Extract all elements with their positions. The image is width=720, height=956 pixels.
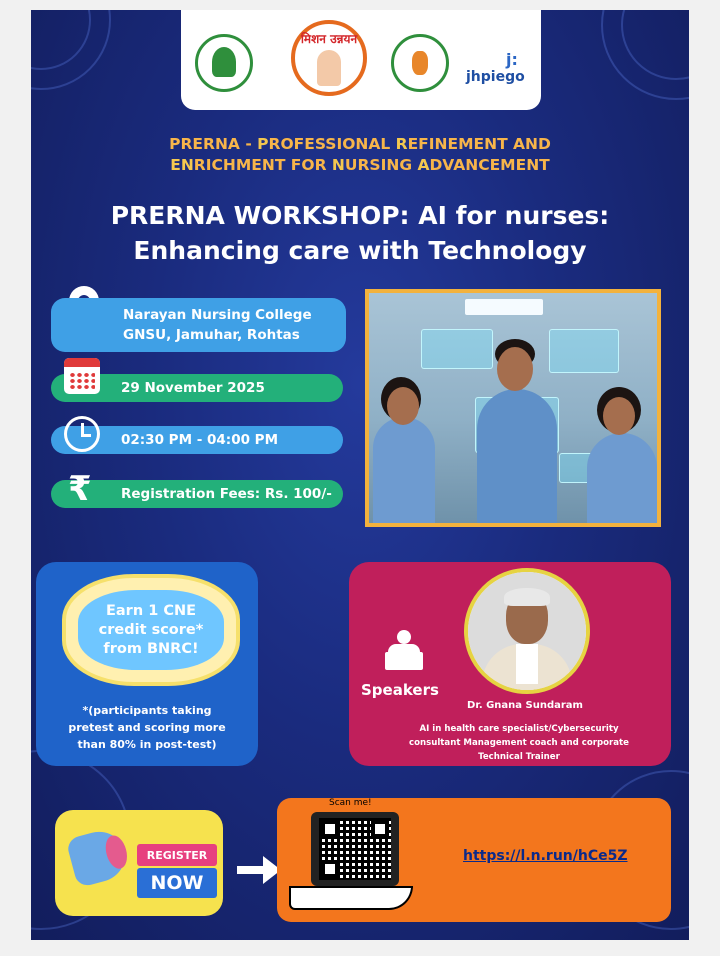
venue-pill: [51, 298, 346, 352]
jhpiego-logo: [466, 50, 536, 85]
workshop-title: [31, 198, 689, 268]
nursing-council-logo: [195, 34, 253, 92]
clock-icon: [64, 416, 100, 452]
hand-icon: [289, 886, 413, 910]
nurse-right-face: [603, 397, 635, 435]
cne-note: *(participants taking pretest and scoring more than 80% in post-test): [68, 704, 226, 751]
scan-me-label: Scan me!: [329, 798, 372, 808]
speaker-name: Dr. Gnana Sundaram: [467, 700, 583, 711]
hologram-screen: [421, 329, 493, 369]
nurse-left: [373, 417, 435, 527]
time-text: 02:30 PM - 04:00 PM: [121, 432, 279, 448]
registration-link[interactable]: https://l.n.run/hCe5Z: [463, 848, 628, 864]
ceiling-light: [465, 299, 543, 315]
mission-unnayan-text: मिशन उन्नयन: [300, 32, 358, 46]
nursing-college-logo: [391, 34, 449, 92]
program-line-1: PRERNA - PROFESSIONAL REFINEMENT AND: [169, 135, 551, 153]
qr-registration-box: [277, 798, 671, 922]
program-name: [31, 134, 689, 176]
nurses-technology-photo: [365, 289, 661, 527]
qr-finder: [371, 820, 389, 838]
hologram-screen: [549, 329, 619, 373]
venue-line-2: GNSU, Jamuhar, Rohtas: [123, 327, 300, 343]
speaker-card: [349, 562, 671, 766]
register-now-badge[interactable]: [55, 810, 223, 916]
title-line-2: Enhancing care with Technology: [133, 236, 587, 265]
jhpiego-mark: j:: [506, 50, 518, 69]
poster: [31, 10, 689, 940]
fees-text: Registration Fees: Rs. 100/-: [121, 486, 332, 502]
speaker-podium-icon: [385, 630, 423, 670]
nurse-center: [477, 389, 557, 527]
title-line-1: PRERNA WORKSHOP: AI for nurses:: [110, 201, 610, 230]
now-text: NOW: [137, 868, 217, 898]
fees-pill: [51, 480, 343, 508]
mission-unnayan-logo: [291, 20, 367, 96]
logo-bar: [181, 10, 541, 110]
date-text: 29 November 2025: [121, 380, 265, 396]
cne-credit-card: [36, 562, 258, 766]
qr-finder: [321, 820, 339, 838]
calendar-icon: [64, 358, 100, 394]
speaker-portrait: [464, 568, 590, 694]
speaker-description: AI in health care specialist/Cybersecurity consultant Management coach and corporate Technical Trainer: [409, 724, 629, 762]
register-text: REGISTER: [137, 844, 217, 866]
qr-finder: [321, 860, 339, 878]
speakers-label: Speakers: [361, 681, 439, 699]
nurse-right: [587, 433, 657, 527]
megaphone-icon: [65, 826, 130, 888]
program-line-2: ENRICHMENT FOR NURSING ADVANCEMENT: [170, 156, 550, 174]
cne-credit-text: Earn 1 CNE credit score* from BNRC!: [78, 590, 224, 670]
venue-line-1: Narayan Nursing College: [123, 307, 312, 323]
rupee-icon: ₹: [68, 469, 92, 509]
nurse-center-face: [497, 347, 533, 391]
nurse-left-face: [387, 387, 419, 425]
jhpiego-name: jhpiego: [466, 69, 525, 85]
